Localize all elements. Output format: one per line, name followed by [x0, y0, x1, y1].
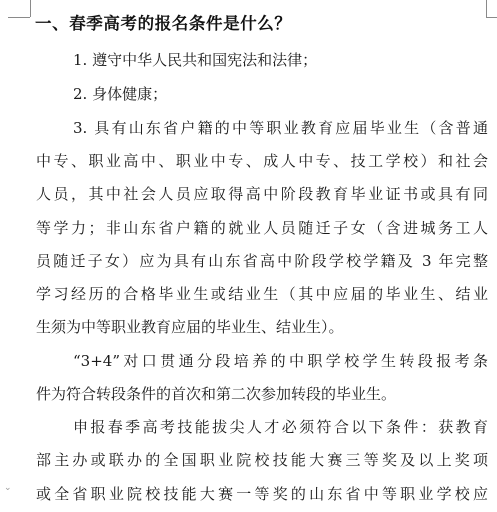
- condition-3-line-3: 人员，其中社会人员应取得高中阶段教育毕业证书或具有同: [36, 185, 488, 203]
- page-corner-mark-right-horizontal: [486, 17, 497, 18]
- transfer-paragraph-line-2: 件为符合转段条件的首次和第二次参加转段的毕业生。: [36, 385, 397, 403]
- page-corner-mark-horizontal: [8, 17, 30, 18]
- page-corner-mark-right-vertical: [486, 0, 487, 17]
- paragraph-mark-icon: ⌄: [4, 483, 12, 493]
- page-corner-mark-vertical: [30, 0, 31, 17]
- condition-3-line-7: 生须为中等职业教育应届的毕业生、结业生）。: [36, 318, 344, 336]
- condition-1: 1. 遵守中华人民共和国宪法和法律；: [73, 51, 318, 69]
- condition-3-line-1: 3. 具有山东省户籍的中等职业教育应届毕业生（含普通: [73, 119, 488, 137]
- condition-2: 2. 身体健康；: [73, 85, 168, 103]
- condition-3-line-6: 学习经历的合格毕业生或结业生（其中应届的毕业生、结业: [36, 285, 488, 303]
- skills-paragraph-line-3: 或全省职业院校技能大赛一等奖的山东省中等职业学校应: [36, 485, 488, 503]
- transfer-paragraph-line-1: “3+4”对口贯通分段培养的中职学校学生转段报考条: [73, 352, 488, 370]
- skills-paragraph-line-2: 部主办或联办的全国职业院校技能大赛三等奖及以上奖项: [36, 451, 488, 469]
- condition-3-line-2: 中专、职业高中、职业中专、成人中专、技工学校）和社会: [36, 152, 488, 170]
- section-heading: 一、春季高考的报名条件是什么？: [35, 14, 292, 33]
- condition-3-line-5: 员随迁子女）应为具有山东省高中阶段学校学籍及 3 年完整: [36, 252, 488, 270]
- condition-3-line-4: 等学力；非山东省户籍的就业人员随迁子女（含进城务工人: [36, 219, 488, 237]
- skills-paragraph-line-1: 申报春季高考技能拔尖人才必须符合以下条件：获教育: [73, 418, 488, 436]
